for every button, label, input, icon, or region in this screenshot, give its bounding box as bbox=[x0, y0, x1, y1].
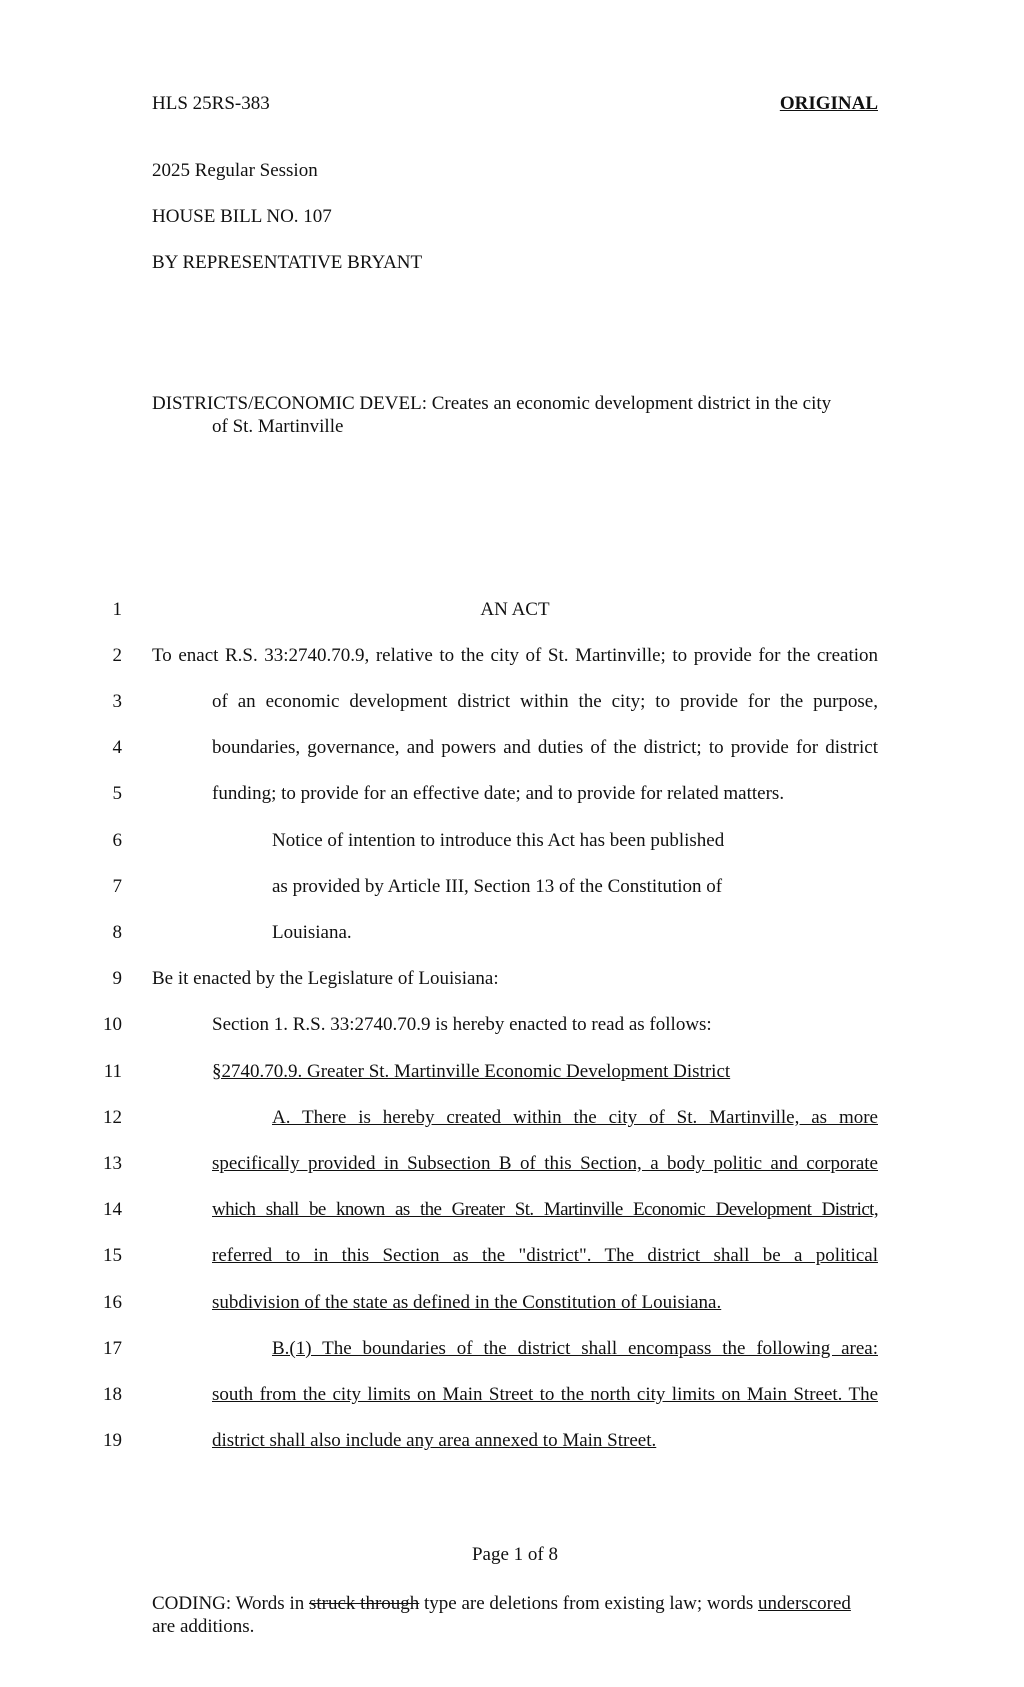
body-line: south from the city limits on Main Street to the north city limits on Main Street. The bbox=[212, 1384, 878, 1405]
document-id: HLS 25RS-383 bbox=[152, 93, 270, 114]
body-line: subdivision of the state as defined in the Constitution of Louisiana. bbox=[212, 1292, 722, 1313]
coding-note bbox=[152, 1592, 878, 1638]
page-number: Page 1 of 8 bbox=[471, 1544, 558, 1565]
section-heading: §2740.70.9. Greater St. Martinville Economic Development District bbox=[212, 1061, 731, 1082]
coding-struck: struck through bbox=[308, 1593, 420, 1614]
session: 2025 Regular Session bbox=[152, 160, 318, 181]
body-line: specifically provided in Subsection B of this Section, a body politic and corporate bbox=[212, 1153, 878, 1174]
bill-digest bbox=[152, 392, 878, 438]
digest-line-1: DISTRICTS/ECONOMIC DEVEL: Creates an economic development district in the city bbox=[152, 393, 832, 414]
digest-line-2: of St. Martinville bbox=[212, 416, 344, 437]
enacting-clause: Be it enacted by the Legislature of Louisiana: bbox=[152, 968, 499, 989]
line-number: 15 bbox=[103, 1245, 122, 1266]
line-number: 12 bbox=[103, 1107, 122, 1128]
coding-underscored: underscored bbox=[758, 1593, 851, 1614]
body-line: referred to in this Section as the "district". The district shall be a political bbox=[212, 1245, 878, 1266]
bill-number: HOUSE BILL NO. 107 bbox=[152, 206, 332, 227]
coding-prefix: CODING: Words in bbox=[152, 1593, 309, 1614]
line-number: 4 bbox=[112, 737, 122, 758]
coding-mid: type are deletions from existing law; words bbox=[419, 1593, 759, 1614]
body-line: A. There is hereby created within the city of St. Martinville, as more bbox=[272, 1107, 878, 1128]
notice-line: as provided by Article III, Section 13 of the Constitution of bbox=[272, 876, 723, 897]
body-line: boundaries, governance, and powers and duties of the district; to provide for district bbox=[212, 737, 878, 758]
body-line: B.(1) The boundaries of the district shall encompass the following area: bbox=[272, 1338, 878, 1359]
line-number: 7 bbox=[112, 876, 122, 897]
line-number: 1 bbox=[112, 599, 122, 620]
line-number: 11 bbox=[103, 1061, 122, 1082]
body-line: which shall be known as the Greater St. Martinville Economic Development District, bbox=[212, 1199, 878, 1220]
section-line: Section 1. R.S. 33:2740.70.9 is hereby enacted to read as follows: bbox=[212, 1014, 712, 1035]
line-number: 14 bbox=[103, 1199, 122, 1220]
line-number: 17 bbox=[103, 1338, 122, 1359]
act-title: AN ACT bbox=[480, 599, 550, 620]
line-number: 2 bbox=[112, 645, 122, 666]
line-number: 8 bbox=[112, 922, 122, 943]
body-line: district shall also include any area annexed to Main Street. bbox=[212, 1430, 657, 1451]
coding-suffix: are additions. bbox=[152, 1616, 255, 1637]
line-number: 9 bbox=[112, 968, 122, 989]
line-number: 13 bbox=[103, 1153, 122, 1174]
line-number: 5 bbox=[112, 783, 122, 804]
body-line: funding; to provide for an effective date; and to provide for related matters. bbox=[212, 783, 785, 804]
line-number: 16 bbox=[103, 1292, 122, 1313]
body-line: To enact R.S. 33:2740.70.9, relative to the city of St. Martinville; to provide for the creation bbox=[152, 645, 878, 666]
notice-line: Notice of intention to introduce this Act has been published bbox=[272, 830, 725, 851]
notice-line: Louisiana. bbox=[272, 922, 352, 943]
line-number: 18 bbox=[103, 1384, 122, 1405]
bill-author: BY REPRESENTATIVE BRYANT bbox=[152, 252, 423, 273]
status-label: ORIGINAL bbox=[779, 93, 878, 114]
line-number: 6 bbox=[112, 830, 122, 851]
line-number: 10 bbox=[103, 1014, 122, 1035]
line-number: 19 bbox=[103, 1430, 122, 1451]
line-number: 3 bbox=[112, 691, 122, 712]
body-line: of an economic development district within the city; to provide for the purpose, bbox=[212, 691, 878, 712]
